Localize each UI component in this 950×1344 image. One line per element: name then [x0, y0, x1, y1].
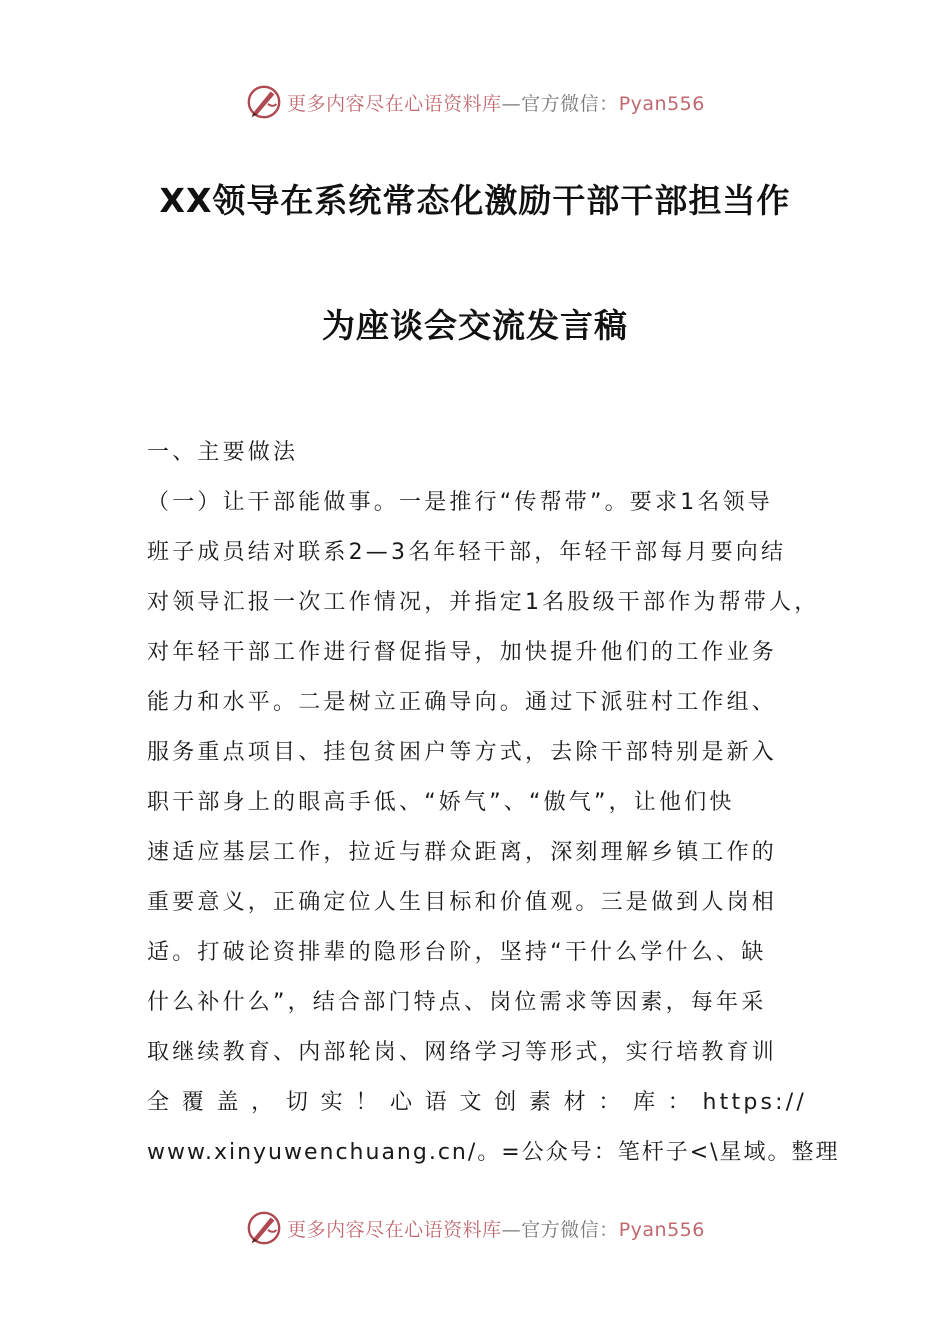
body-line: 适。打破论资排辈的隐形台阶，坚持“干什么学什么、缺 — [147, 940, 767, 965]
document-title-line-1: XX领导在系统常态化激励干部干部担当作 — [159, 181, 791, 220]
header-banner — [0, 82, 950, 122]
body-line: 速适应基层工作，拉近与群众距离，深刻理解乡镇工作的 — [147, 840, 778, 865]
banner-wechat-id: Pyan556 — [618, 92, 705, 115]
body-line: 能力和水平。二是树立正确导向。通过下派驻村工作组、 — [147, 690, 778, 715]
pen-circle-logo-icon — [245, 1209, 283, 1247]
body-line: 取继续教育、内部轮岗、网络学习等形式，实行培教育训 — [147, 1040, 778, 1065]
footer-banner — [0, 1208, 950, 1248]
body-line: 对年轻干部工作进行督促指导，加快提升他们的工作业务 — [147, 640, 778, 665]
banner-wechat-label: 官方微信： — [521, 1218, 619, 1241]
body-line: www.xinyuwenchuang.cn/。=公众号：笔杆子<\星域。整理 — [147, 1140, 840, 1165]
body-line: 对领导汇报一次工作情况，并指定1名股级干部作为帮带人， — [147, 590, 820, 615]
banner-main-text: 更多内容尽在心语资料库 — [287, 1218, 502, 1241]
banner-wechat-label: 官方微信： — [521, 92, 619, 115]
banner-main-text: 更多内容尽在心语资料库 — [287, 92, 502, 115]
section-heading: 一、主要做法 — [147, 440, 299, 465]
body-line: 重要意义，正确定位人生目标和价值观。三是做到人岗相 — [147, 890, 778, 915]
body-line: 全覆盖，切实！心语文创素材：库：https:// — [147, 1090, 807, 1115]
body-line: （一）让干部能做事。一是推行“传帮带”。要求1名领导 — [147, 490, 773, 515]
pen-circle-logo-icon — [245, 83, 283, 121]
banner-dash: — — [501, 1218, 522, 1241]
banner-wechat-id: Pyan556 — [618, 1218, 705, 1241]
document-body — [147, 428, 840, 1178]
body-line: 服务重点项目、挂包贫困户等方式，去除干部特别是新入 — [147, 740, 778, 765]
body-line: 班子成员结对联系2—3名年轻干部，年轻干部每月要向结 — [147, 540, 787, 565]
body-line: 职干部身上的眼高手低、“娇气”、“傲气”，让他们快 — [147, 790, 735, 815]
banner-dash: — — [501, 92, 522, 115]
banner-text — [287, 89, 705, 116]
banner-text — [287, 1215, 705, 1242]
body-line: 什么补什么”，结合部门特点、岗位需求等因素，每年采 — [147, 990, 767, 1015]
document-title-line-2: 为座谈会交流发言稿 — [322, 306, 628, 345]
